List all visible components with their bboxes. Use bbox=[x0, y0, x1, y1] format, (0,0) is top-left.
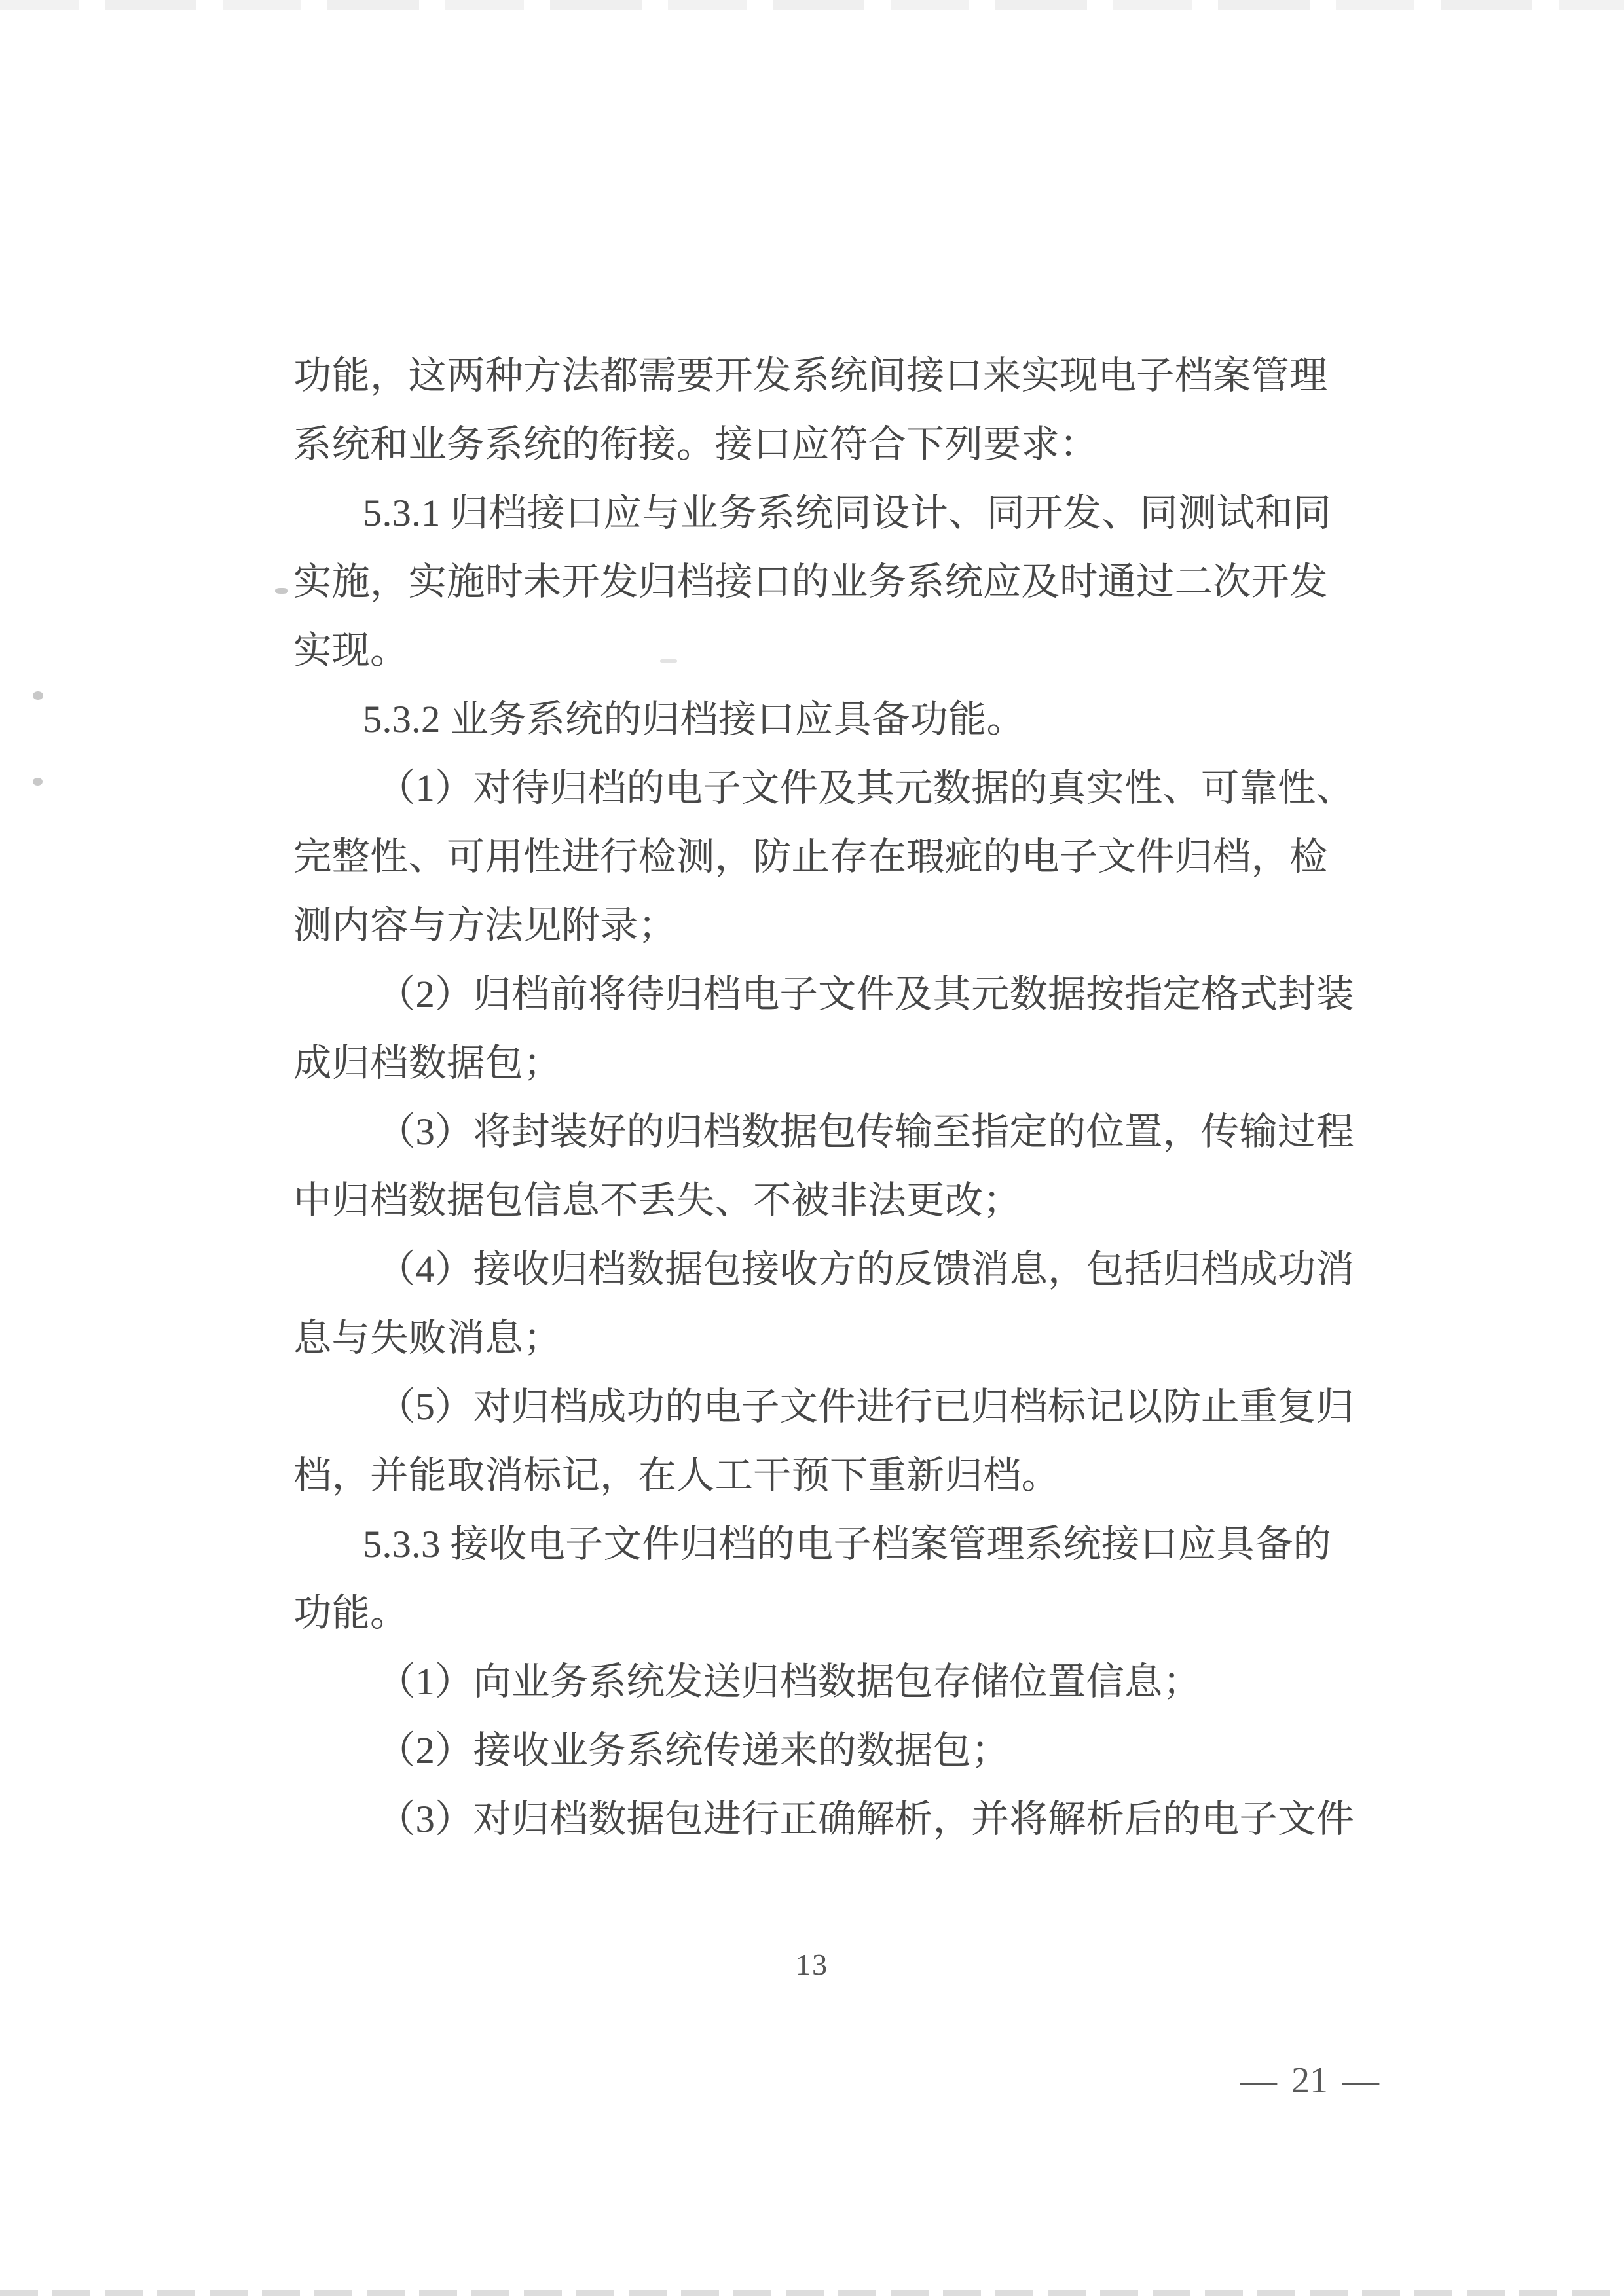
text-line: 系统和业务系统的衔接。接口应符合下列要求： bbox=[293, 423, 1098, 465]
text-line-item-3: （3）将封装好的归档数据包传输至指定的位置，传输过程 bbox=[377, 1110, 1355, 1153]
text-line-section-5-3-1: 5.3.1 归档接口应与业务系统同设计、同开发、同测试和同 bbox=[363, 492, 1332, 534]
scan-speck bbox=[275, 588, 288, 594]
inner-page-number: 13 bbox=[796, 1948, 828, 1981]
text-line: 中归档数据包信息不丢失、不被非法更改； bbox=[293, 1179, 1022, 1222]
scan-speck bbox=[33, 691, 43, 700]
text-line: 功能。 bbox=[293, 1592, 409, 1634]
text-line-item-5: （5）对归档成功的电子文件进行已归档标记以防止重复归 bbox=[377, 1385, 1355, 1428]
text-line-item-4: （4）接收归档数据包接收方的反馈消息，包括归档成功消 bbox=[377, 1248, 1355, 1290]
text-line-item-1: （1）对待归档的电子文件及其元数据的真实性、可靠性、 bbox=[377, 767, 1355, 809]
text-line-item-1b: （1）向业务系统发送归档数据包存储位置信息； bbox=[377, 1660, 1202, 1703]
text-line: 功能，这两种方法都需要开发系统间接口来实现电子档案管理 bbox=[293, 354, 1328, 397]
text-line: 实施，实施时未开发归档接口的业务系统应及时通过二次开发 bbox=[293, 560, 1328, 603]
text-line: 成归档数据包； bbox=[293, 1042, 562, 1084]
text-line-section-5-3-3: 5.3.3 接收电子文件归档的电子档案管理系统接口应具备的 bbox=[363, 1523, 1332, 1565]
text-line-section-5-3-2: 5.3.2 业务系统的归档接口应具备功能。 bbox=[363, 698, 1025, 740]
text-line: 测内容与方法见附录； bbox=[293, 904, 677, 947]
scan-speck bbox=[33, 778, 43, 786]
text-line: 实现。 bbox=[293, 629, 409, 672]
text-line: 息与失败消息； bbox=[293, 1317, 562, 1359]
text-line: 完整性、可用性进行检测，防止存在瑕疵的电子文件归档，检 bbox=[293, 835, 1328, 878]
text-line-item-3b: （3）对归档数据包进行正确解析，并将解析后的电子文件 bbox=[377, 1798, 1355, 1840]
text-line: 档，并能取消标记，在人工干预下重新归档。 bbox=[293, 1454, 1060, 1497]
text-line-item-2: （2）归档前将待归档电子文件及其元数据按指定格式封装 bbox=[377, 973, 1355, 1015]
text-line-item-2b: （2）接收业务系统传递来的数据包； bbox=[377, 1729, 1010, 1772]
scan-artifact-top-edge bbox=[0, 0, 1624, 10]
scan-speck bbox=[660, 659, 677, 663]
scan-artifact-bottom-edge bbox=[0, 2290, 1624, 2296]
document-body bbox=[293, 341, 1355, 1853]
outer-page-number: — 21 — bbox=[1240, 2060, 1379, 2101]
